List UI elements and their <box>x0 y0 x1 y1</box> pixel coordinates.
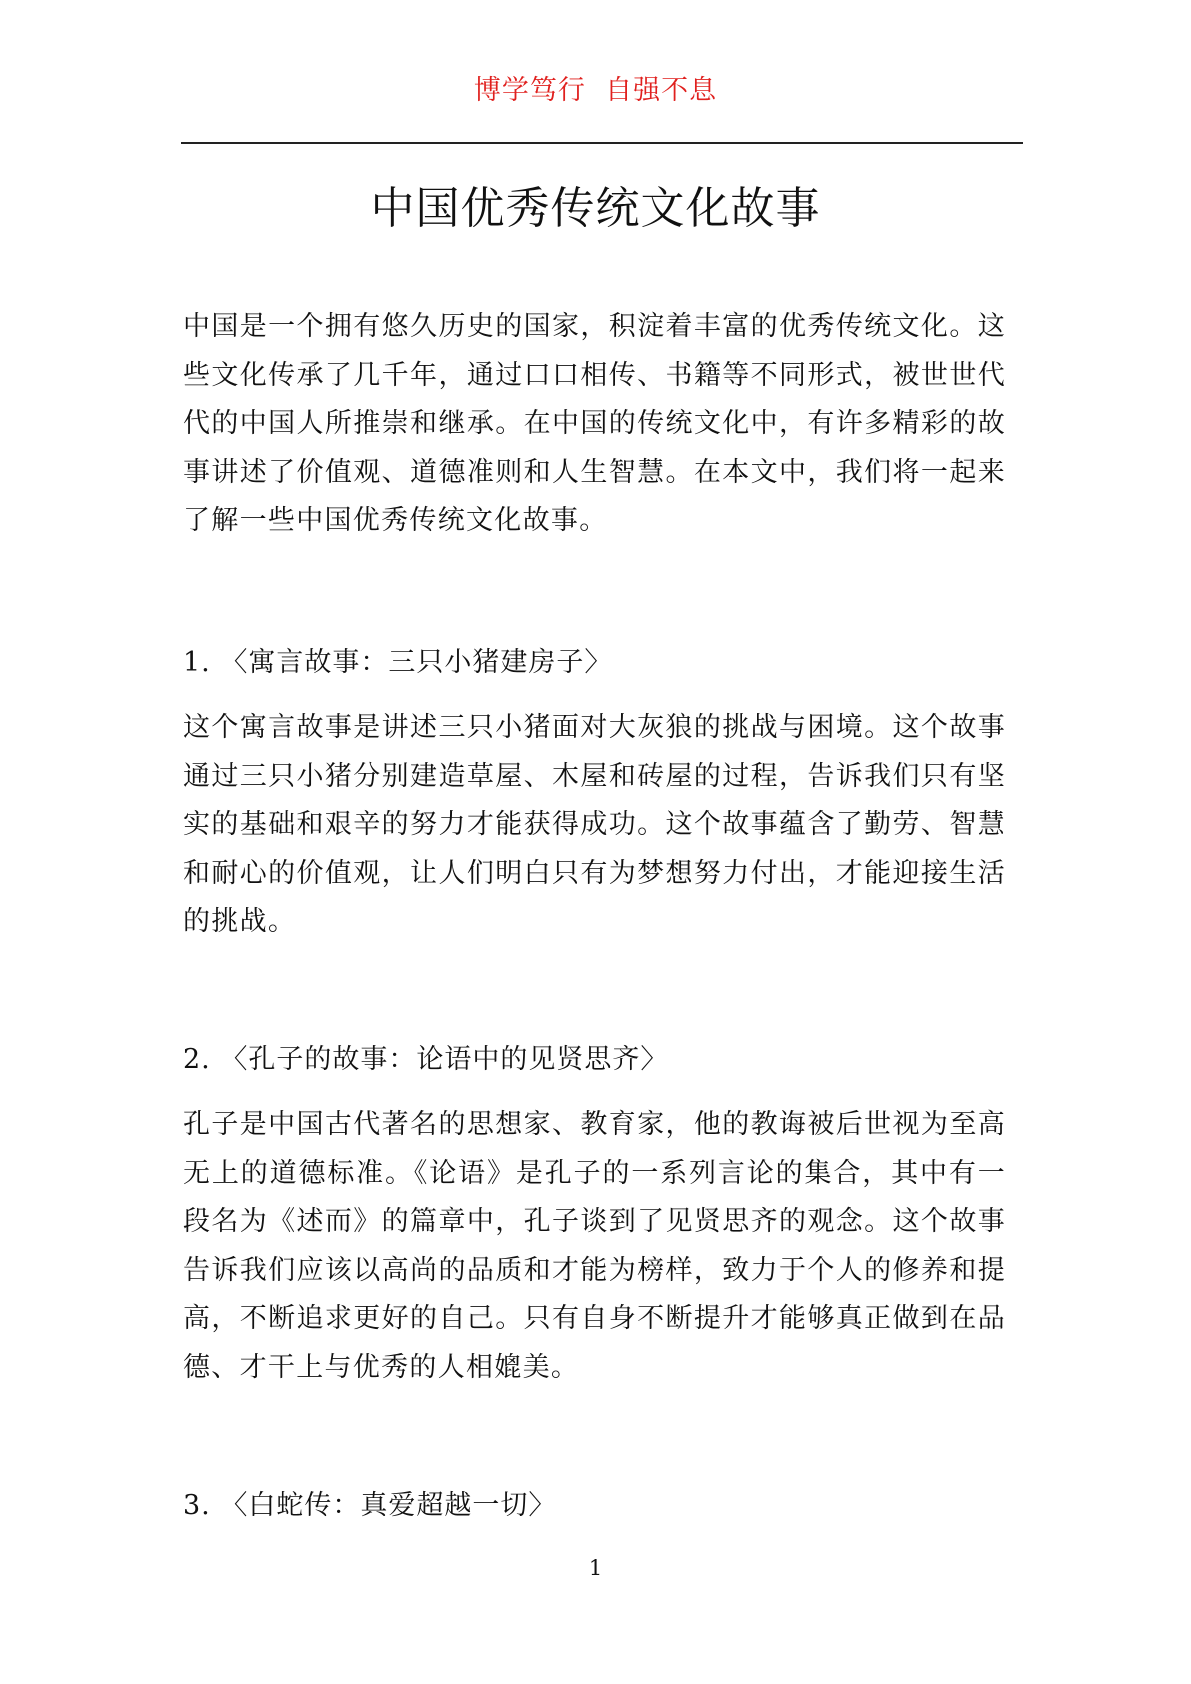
section-paragraph-1: 这个寓言故事是讲述三只小猪面对大灰狼的挑战与困境。这个故事通过三只小猪分别建造草屋、木屋和砖屋的过程，告诉我们只有坚实的基础和艰辛的努力才能获得成功。这个故事蕴含了勤劳、智慧和耐心的价值观，让人们明白只有为梦想努力付出，才能迎接生活的挑战。 <box>183 712 1006 937</box>
header-motto: 博学笃行 自强不息 <box>473 75 718 106</box>
section-paragraph-2: 孔子是中国古代著名的思想家、教育家，他的教诲被后世视为至高无上的道德标准。《论语》是孔子的一系列言论的集合，其中有一段名为《述而》的篇章中，孔子谈到了见贤思齐的观念。这个故事告诉我们应该以高尚的品质和才能为榜样，致力于个人的修养和提高，不断追求更好的自己。只有自身不断提升才能够真正做到在品德、才干上与优秀的人相媲美。 <box>183 1109 1006 1383</box>
intro-paragraph: 中国是一个拥有悠久历史的国家，积淀着丰富的优秀传统文化。这些文化传承了几千年，通过口口相传、书籍等不同形式，被世世代代的中国人所推崇和继承。在中国的传统文化中，有许多精彩的故事讲述了价值观、道德准则和人生智慧。在本文中，我们将一起来了解一些中国优秀传统文化故事。 <box>183 311 1006 536</box>
section-heading-1: 1. 〈寓言故事：三只小猪建房子〉 <box>183 647 613 678</box>
header-divider <box>181 142 1023 144</box>
section-heading-2: 2. 〈孔子的故事：论语中的见贤思齐〉 <box>183 1044 669 1075</box>
section-heading-3: 3. 〈白蛇传：真爱超越一切〉 <box>183 1490 557 1521</box>
page-number: 1 <box>588 1556 603 1580</box>
document-title: 中国优秀传统文化故事 <box>370 183 821 234</box>
